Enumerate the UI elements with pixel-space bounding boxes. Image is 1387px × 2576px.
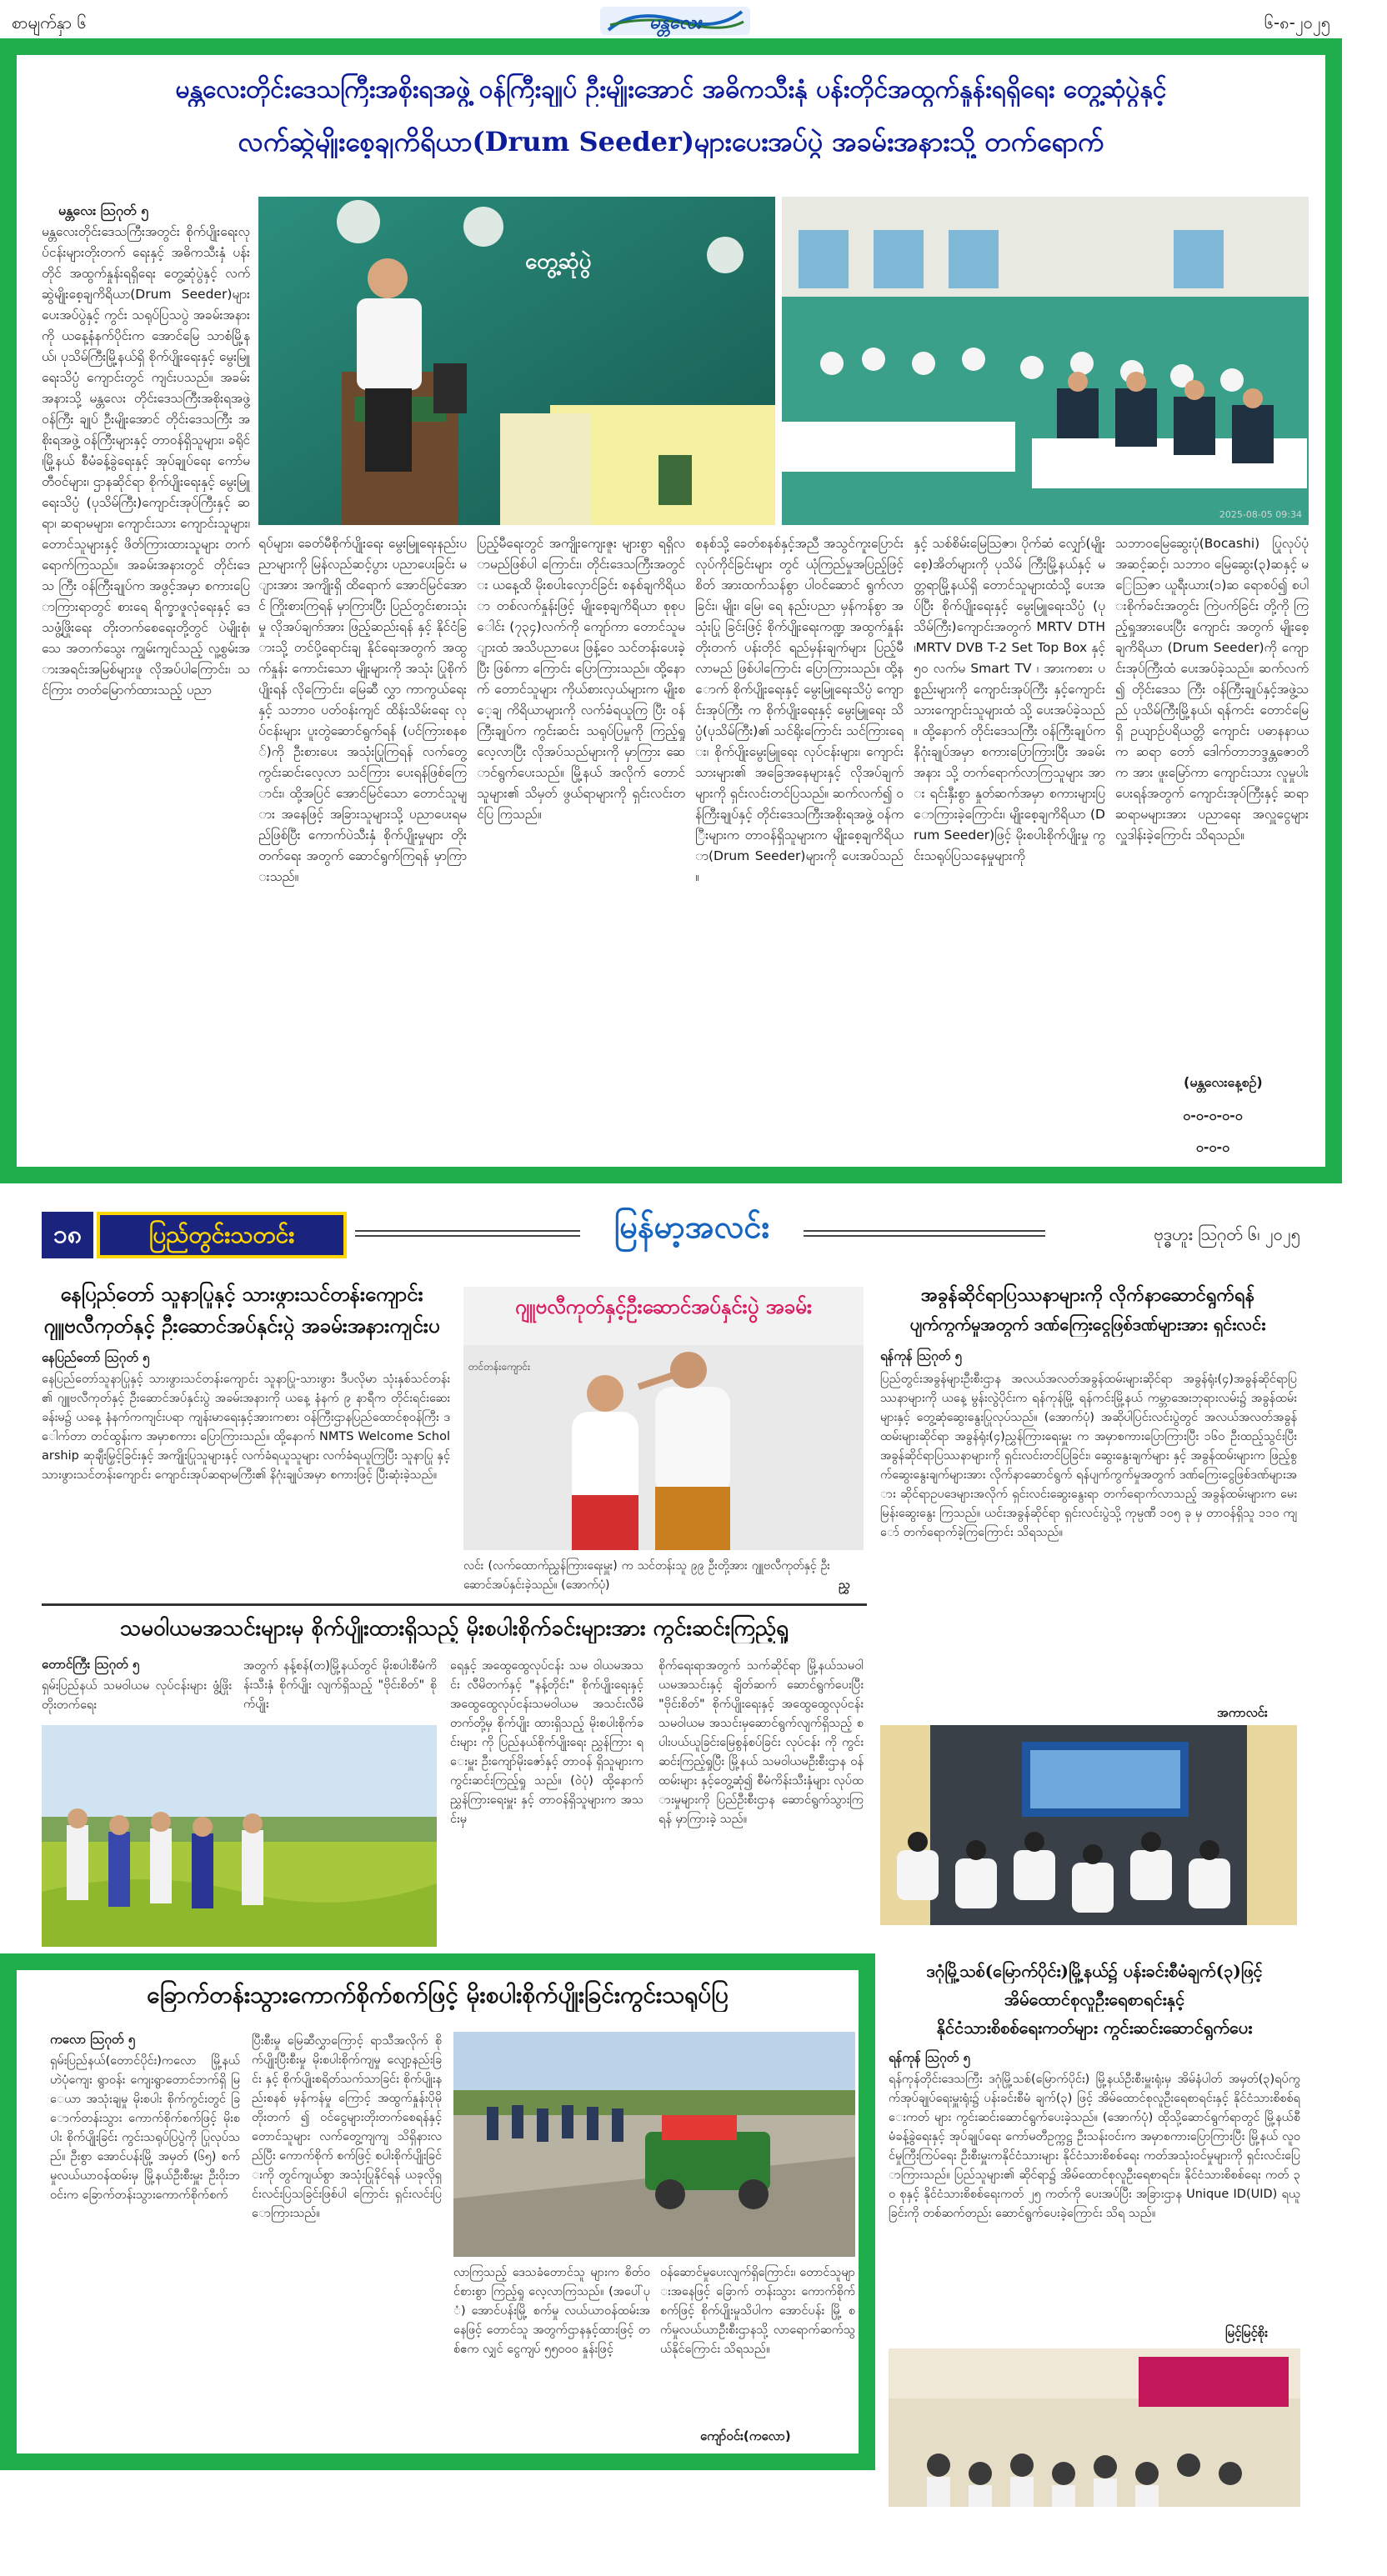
page1-column-6: သဘာဝမြေဆွေးပုံ(Bocashi) ပြုလုပ်ပုံအဆင့်ဆင့်၊ သဘာဝ မြေဆွေး(၃)ဆနှင့် မြေသြဇာ ယူရီးယား(၁)ဆ ရောစပ်၍ စပါးစိုက်ခင်းအတွင်း ကြဲပက်ခြင်း တို့ကို ကြည့်ရှုအားပေးပြီး ကျောင်း အတွက် မျိုးစေ့ချကိရိယာ (Drum Seeder)ကို ကျောင်းအုပ်ကြီးထံ ပေးအပ်ခဲ့သည်။ ဆက်လက်၍ တိုင်းဒေသ ကြီး ဝန်ကြီးချုပ်နှင့်အဖွဲ့သည် ပုသိမ်ကြီးမြို့နယ်၊ ရန်ကင်း တောင်မြေရှိ ဥယျာဉ်ပရိယတ္တိ ကျောင်း ပဓာနနာယက ဆရာ တော် ဒေါက်တာဘဒ္ဒန္တဇောတိက အား ဖူးမြော်ကာ ကျောင်းသား လူမှုပါးပေးရန်အတွက် ကျောင်းအုပ်ကြီးနှင့် ဆရာဆရာမများအား ပညာရေး အလှူငွေများ လှူဒါန်းခဲ့ကြောင်း သိရသည်။	[1115, 536, 1309, 843]
page1-end-mark-2: ဝ-ဝ-ဝ	[1195, 1139, 1230, 1155]
story4-title: ခြောက်တန်းသွားကောက်စိုက်စက်ဖြင့် မိုးစပါးစိုက်ပျိုးခြင်းကွင်းသရုပ်ပြ	[147, 1981, 729, 2008]
photo-audience-hall	[782, 197, 1309, 525]
section-label-box	[97, 1212, 347, 1258]
page2-clipping	[0, 1200, 1342, 2576]
story4-col-4: ဝန်ဆောင်မှုပေးလျက်ရှိကြောင်း၊ တောင်သူများအနေဖြင့် ခြောက် တန်းသွား ကောက်စိုက်စက်ဖြင့် စိုက်ပျိုးမှုသိပါက အောင်ပန်း မြို့ စက်မှုလယ်ယာဦးစီးဌာနသို့ လာရောက်ဆက်သွယ်နိုင်ကြောင်း သိရသည်။	[660, 2266, 855, 2356]
headline-line2: လက်ဆွဲမျိုးစေ့ချကိရိယာ(Drum Seeder)များပေးအပ်ပွဲ အခမ်းအနားသို့ တက်ရောက်	[238, 126, 1104, 158]
page1-column-2: ရပ်များ၊ ခေတ်မီစိုက်ပျိုးရေး မွေးမြူရေးနည်းပညာများကို မြန်လည်ဆင့်ပွား ပညာပေးခြင်း များအား အကျိုးရှိ ထိရောက် အောင်မြင်အောင် ကြိုးစားကြရန် မှာကြားပြီး ပြည်တွင်းစားသုံးမှု လိုအပ်ချက်အား ဖြည့်ဆည်းရန် နှင့် နိုင်ငံခြားသို့ တင်ပို့ရောင်းချ နိုင်ရေးအတွက် အထွက်နှုန်း ကောင်းသော မျိုးများကို အသုံး ပြုစိုက်ပျိုးရန် လိုကြောင်း၊ မြေဆီ လွှာ ကာကွယ်ရေးနှင့် သဘာဝ ပတ်ဝန်းကျင် ထိန်းသိမ်းရေး လုပ်ငန်းများ ပူးတွဲဆောင်ရွက်ရန် (ပင်ကြားစနစ်)ကို ဦးစားပေး အသုံးပြုကြရန် လက်တွေ့ ကွင်းဆင်းလေ့လာ သင်ကြား ပေးရန်ဖြစ်ကြောင်း၊ ထို့အပြင် အောင်မြင်သော တောင်သူများ အနေဖြင့် အခြားသူများသို့ ပညာပေးရမည်ဖြစ်ပြီး ကောက်ပဲသီးနှံ စိုက်ပျိုးမှုများ တိုးတက်ရေး အတွက် ဆောင်ရွက်ကြရန် မှာကြားသည်။	[258, 536, 467, 884]
story2-credit: အကာလင်း	[1217, 1705, 1268, 1720]
story1-photo-sign: ဂျူဗလီကုတ်နှင့်ဦးဆောင်အပ်နှင်းပွဲ အခမ်း	[515, 1295, 812, 1318]
headline-line1: မန္တလေးတိုင်းဒေသကြီးအစိုးရအဖွဲ့ ဝန်ကြီးချုပ် ဦးမျိုးအောင် အဓိကသီးနှံ ပန်းတိုင်အထွက်နှုန်းရရှိရေး တွေ့ဆုံပွဲနှင့်	[175, 75, 1167, 104]
page1-end-mark: ဝ-ဝ-ဝ-ဝ-ဝ	[1183, 1108, 1243, 1123]
page-number: ၁၈	[53, 1220, 82, 1249]
story5-title-1: ဒဂုံမြို့သစ်(မြောက်ပိုင်း)မြို့နယ်၌ ပန်းခင်းစီမံချက်(၃)ဖြင့်	[926, 1961, 1263, 1981]
story3-title: သမဝါယမအသင်းများမှ စိုက်ပျိုးထားရှိသည့် မိုးစပါးစိုက်ခင်းများအား ကွင်းဆင်းကြည့်ရှု	[119, 1616, 789, 1641]
story4-frame	[0, 1953, 875, 2470]
story1-title-1: နေပြည်တော် သူနာပြုနှင့် သားဖွားသင်တန်းကျောင်း	[60, 1282, 423, 1306]
story2-title-2: ပျက်ကွက်မှုအတွက် ဒဏ်ကြေးငွေဖြစ်ဒဏ်များအား ရှင်းလင်း	[909, 1314, 1266, 1334]
story1-body: နေပြည်တော်သူနာပြုနှင့် သားဖွားသင်တန်းကျောင်း သူနာပြု-သားဖွား ဒီပလိုမာ သုံးနှစ်သင်တန်း၏ ဂျူဗလီကုတ်နှင့် ဦးဆောင်အပ်နှင်းပွဲ အခမ်းအနားကို ယနေ့ နံနက် ၉ နာရီက တိုင်းရင်းဆေး ခန်းမ၌ ယနေ့ နံနက်ကကျင်းပရာ ကျန်းမာရေးနှင့်အားကစား ဝန်ကြီးဌာနပြည်ထောင်စုဝန်ကြီး ဒေါက်တာ တင်ထွန်းက အမှာစကား ပြောကြားသည်။ ထို့နောက် NMTS Welcome Scholarship ဆုချီးမြှင့်ခြင်းနှင့် အကျိုးပြုသူများနှင့် လက်ခံရယူသူများ လက်ခံရယူကြပြီး သူနာပြု နှင့် သားဖွားသင်တန်းကျောင်း ကျောင်းအုပ်ဆရာမကြီး၏ နိဂုံးချုပ်အမှာ စကားဖြင့် ပြီးဆုံးခဲ့သည်။	[42, 1373, 450, 1482]
section-label: ပြည်တွင်းသတင်း	[148, 1221, 295, 1248]
story2-title-1: အခွန်ဆိုင်ရာပြဿနာများကို လိုက်နာဆောင်ရွက်ရန်	[920, 1284, 1255, 1306]
story5-photo-classroom	[889, 2348, 1300, 2507]
story1-title-2: ဂျူဗလီကုတ်နှင့် ဦးဆောင်အပ်နှင်းပွဲ အခမ်းအနားကျင်းပ	[43, 1313, 440, 1338]
byline: မန္တလေး ဩဂုတ် ၅	[58, 203, 149, 218]
page1-story-frame	[0, 38, 1342, 1183]
page-date: ၆-၈-၂၀၂၅	[1264, 13, 1330, 33]
story1-caption: လင်း (လက်ထောက်ညွှန်ကြားရေးမှူး) က သင်တန်းသူ ၉၉ ဦးတို့အား ဂျူဗလီကုတ်နှင့် ဦးဆောင်အပ်နှင်းခဲ့သည်။ (အောက်ပုံ)	[463, 1559, 830, 1592]
story3-byline: တောင်ကြီး ဩဂုတ် ၅	[42, 1657, 140, 1672]
story5-credit: မြင့်မြင့်စိုး	[1225, 2325, 1269, 2340]
story1-photo-nurses	[463, 1287, 864, 1550]
page1-column-5: နှင့် သစ်စိမ်းမြေသြဇာ၊ ပိုက်ဆံ လျှော်(မျိုးစေ့)အိတ်များကို ပုသိမ် ကြီးမြို့နယ်နှင့် မတ္တရာမြို့နယ်ရှိ တောင်သူများထံသို့ ပေးအပ်ပြီး စိုက်ပျိုးရေးနှင့် မွေးမြူရေးသိပ္ပံ (ပုသိမ်ကြီး)ကျောင်းအတွက် MRTV DTH ၊MRTV DVB T-2 Set Top Box နှင့် ၅၀ လက်မ Smart TV ၊ အားကစား ပစ္စည်းများကို ကျောင်းအုပ်ကြီး နှင့်ကျောင်းသားကျောင်းသူများထံ သို့ ပေးအပ်ခဲ့သည်။ ထို့နောက် တိုင်းဒေသကြီး ဝန်ကြီးချုပ်က နိဂုံးချုပ်အမှာ စကားပြောကြားပြီး အခမ်းအနား သို့ တက်ရောက်လာကြသူများ အား ရင်းနှီးစွာ နှုတ်ဆက်အမှာ စကားများပြောကြားခဲ့ကြောင်း၊ မျိုးစေ့ချကိရိယာ (Drum Seeder)ဖြင့် မိုးစပါးစိုက်ပျိုးမှု ကွင်းသရုပ်ပြသနေမှုများကို	[914, 536, 1105, 863]
page1-header	[0, 0, 1342, 42]
story3-col-2: အတွက် နန့်စန်(တ)မြို့နယ်တွင် မိုးစပါးစီမံကိန်းသီးနှံ စိုက်ပျိုး လျက်ရှိသည့် "ဗိုင်းစိတ်" စိုက်ပျိုး	[243, 1659, 437, 1711]
page-label: စာမျက်နှာ ၆	[12, 13, 87, 33]
story1-photo-small-sign: တင်တန်းကျောင်း	[468, 1361, 531, 1373]
photo-speaker-podium	[258, 197, 775, 525]
page1-column-3: ပြည့်မီရေးတွင် အကျိုးကျေးဇူး များစွာ ရရှိလာမည်ဖြစ်ပါ ကြောင်း၊ တိုင်းဒေသကြီးအတွင်း ယနေ့ထိ မိုးစပါးလှောင်ခြင်း စနစ်ချကိရိယာ တစ်လက်နှုန်းဖြင့် မျိုးစေ့ချကိရိယာ စုစုပေါင်း (၇၃၄)လက်ကို ကျော်ကာ တောင်သူများထံ အသိပညာပေး ဖြန့်ဝေ သင်တန်းပေးခဲ့ပြီး ဖြစ်ကာ ကြောင်း ပြောကြားသည်။ ထို့နောက် တောင်သူများ ကိုယ်စားလှယ်များက မျိုးစေ့ချ ကိရိယာများကို လက်ခံရယူကြ ပြီး ဝန်ကြီးချုပ်က ကွင်းဆင်း သရုပ်ပြမှုကို ကြည့်ရှုလေ့လာပြီး လိုအပ်သည်များကို မှာကြား ဆောင်ရွက်ပေးသည်။ မြို့နယ် အလိုက် တောင်သူများ၏ သိမှတ် ဖွယ်ရာများကို ရှင်းလင်းတင်ပြ ကြသည်။	[477, 536, 685, 822]
story4-col-1: ရှမ်းပြည်နယ်(တောင်ပိုင်း)ကလော မြို့နယ် ဟဲပုံကျေး ရွာဝန်း ကျေးရွာတောင်ဘက်ရှိ မြေယာ အသုံးချမှု မိုးစပါး စိုက်ကွင်းတွင် ခြောက်တန်းသွား ကောက်စိုက်စက်ဖြင့် မိုးစပါး စိုက်ပျိုးခြင်း ကွင်းသရုပ်ပြပွဲကို ပြုလုပ်သည်။ ဦးစွာ အောင်ပန်းမြို့ အမှတ် (၆၅) စက်မှုလယ်ယာဝန်ထမ်းမှ မြို့နယ်ဦးစီးမှူး ဦးဝိုးဘဝင်းက ခြောက်တန်းသွားကောက်စိုက်စက်	[50, 2054, 240, 2202]
story4-photo-transplanter	[453, 2032, 855, 2257]
story5-title-3: နိုင်ငံသားစိစစ်ရေးကတ်များ ကွင်းဆင်းဆောင်ရွက်ပေး	[936, 2018, 1253, 2038]
story2-byline: ရန်ကုန် ဩဂုတ် ၅	[880, 1348, 962, 1363]
photo-timestamp: 2025-08-05 09:34	[1219, 509, 1302, 520]
page1-credit: (မန္တလေးနေ့စဉ်)	[1184, 1074, 1263, 1090]
story3-photo-rice-field	[42, 1725, 437, 1947]
story3-col-4: စိုက်ရေးရာအတွက် သက်ဆိုင်ရာ မြို့နယ်သမဝါယမအသင်းနှင့် ချိတ်ဆက် ဆောင်ရွက်ပေးပြီး "ဗိုင်းစိတ်" စိုက်ပျိုးရေးနှင့် အထွေထွေလုပ်ငန်း သမဝါယမ အသင်းမှဆောင်ရွက်လျက်ရှိသည့် စပါးပယ်ယူခြင်းမြေစွန်စပ်ခြင်း လုပ်ငန်း ကို ကွင်းဆင်းကြည့်ရှုပြီး မြို့နယ် သမဝါယမဦးစီးဌာန ဝန်ထမ်းများ နှင့်တွေ့ဆုံ၍ စီမံကိန်းသီးနှံများ လုပ်ထားမှုများကို ပြည်ဦးစီးဌာန ဆောင်ရွက်သွားကြရန် မှာကြားခဲ့ သည်။	[658, 1659, 864, 1826]
story4-credit: ကျော်ဝင်း(ကလော)	[700, 2428, 791, 2443]
story3-col-3: ရေနှင့် အထွေထွေလုပ်ငန်း သမ ဝါယမအသင်း လီမိတက်နှင့် "နန့်တိုင်း" စိုက်ပျိုးရေးနှင့် အထွေထွေလုပ်ငန်းသမဝါယမ အသင်းလီမိတက်တို့မှ စိုက်ပျိုး ထားရှိသည့် မိုးစပါးစိုက်ခင်းများ ကို ပြည်နယ်စိုက်ပျိုးရေး ညွှန်ကြား ရေးမှူး ဦးကျော်မိုးဇော်နှင့် တာဝန် ရှိသူများက ကွင်းဆင်းကြည့်ရှု သည်။ (ဝဲပုံ) ထို့နောက် ညွှန်ကြားရေးမှူး နှင့် တာဝန်ရှိသူများက အသင်းမှ	[450, 1659, 643, 1826]
header-rule-left	[355, 1230, 580, 1237]
story4-byline: ကလော ဩဂုတ် ၅	[50, 2032, 136, 2047]
header-rule-right	[804, 1230, 1045, 1237]
masthead-text: မန္တလေး	[648, 13, 702, 33]
masthead-myanma-alinn: မြန်မာ့အလင်း	[613, 1208, 770, 1245]
story1-byline: နေပြည်တော် ဩဂုတ် ၅	[42, 1350, 150, 1365]
story5-title-2: အိမ်ထောင်စုလူဦးရေစာရင်းနှင့်	[1004, 1989, 1185, 2009]
story3-col-1: ရှမ်းပြည်နယ် သမဝါယမ လုပ်ငန်းများ ဖွံ့ဖြိုးတိုးတက်ရေး	[42, 1679, 232, 1712]
page2-header	[42, 1200, 1300, 1268]
story3-top-rule	[42, 1603, 867, 1606]
page1-column-4: စနစ်သို့ ခေတ်စနစ်နှင့်အညီ အသွင်ကူးပြောင်းလုပ်ကိုင်ခြင်းများ တွင် ယုံကြည်မှုအပြည့်ဖြင့် စိတ် အားထက်သန်စွာ ပါဝင်ဆောင် ရွက်လာခြင်း၊ မျိုး၊ မြေ၊ ရေ နည်းပညာ မှန်ကန်စွာ အသုံးပြု ခြင်းဖြင့် စိုက်ပျိုးရေးကဏ္ဍ အထွက်နှုန်းတိုးတက် ပန်းတိုင် ရည်မှန်းချက်များ ပြည့်မီလာမည် ဖြစ်ပါကြောင်း ပြောကြားသည်။ ထို့နောက် စိုက်ပျိုးရေးနှင့် မွေးမြူရေးသိပ္ပံ ကျောင်းအုပ်ကြီး က စိုက်ပျိုးရေးနှင့် မွေးမြူရေး သိပ္ပံ(ပုသိမ်ကြီး)၏ သင်ရိုးကြောင်း သင်ကြားရေး၊ စိုက်ပျိုးမွေးမြူရေး လုပ်ငန်းများ၊ ကျောင်းသားများ၏ အခြေအနေများနှင့် လိုအပ်ချက် များကို ရှင်းလင်းတင်ပြသည်။ ဆက်လက်၍ ဝန်ကြီးချုပ်နှင့် တိုင်းဒေသကြီးအစိုးရအဖွဲ့ ဝန်ကြီးများက တာဝန်ရှိသူများက မျိုးစေ့ချကိရိယာ(Drum Seeder)များကို ပေးအပ်သည်။	[695, 536, 904, 884]
page-number-box	[42, 1212, 93, 1258]
page2-date: ဗုဒ္ဓဟူး ဩဂုတ် ၆၊ ၂၀၂၅	[1154, 1224, 1300, 1244]
page1-column-1: မန္တလေးတိုင်းဒေသကြီးအတွင်း စိုက်ပျိုးရေးလုပ်ငန်းများတိုးတက် ရေးနှင့် အဓိကသီးနှံ ပန်းတိုင် အထွက်နှုန်းရရှိရေး တွေ့ဆုံပွဲနှင့် လက်ဆွဲမျိုးစေ့ချကိရိယာ(Drum Seeder)များပေးအပ်ပွဲနှင့် ကွင်း သရုပ်ပြသပွဲ အခမ်းအနားကို ယနေ့နံနက်ပိုင်းက အောင်မြေ သာစံမြို့နယ်၊ ပုသိမ်ကြီးမြို့နယ်ရှိ စိုက်ပျိုးရေးနှင့် မွေးမြူရေးသိပ္ပံ ကျောင်းတွင် ကျင်းပသည်။ အခမ်းအနားသို့ မန္တလေး တိုင်းဒေသကြီးအစိုးရအဖွဲ့ ဝန်ကြီး ချုပ် ဦးမျိုးအောင် တိုင်းဒေသကြီး အစိုးရအဖွဲ့ ဝန်ကြီးများနှင့် တာဝန်ရှိသူများ၊ ခရိုင်၊မြို့နယ် စီမံခန့်ခွဲရေးနှင့် အုပ်ချုပ်ရေး ကော်မတီဝင်များ၊ ဌာနဆိုင်ရာ စိုက်ပျိုးရေးနှင့် မွေးမြူရေးသိပ္ပံ (ပုသိမ်ကြီး)ကျောင်းအုပ်ကြီးနှင့် ဆရာ၊ ဆရာမများ၊ ကျောင်းသား ကျောင်းသူများ၊ တောင်သူများနှင့် ဖိတ်ကြားထားသူများ တက် ရောက်ကြသည်။ အခမ်းအနားတွင် တိုင်းဒေသ ကြီး ဝန်ကြီးချုပ်က အဖွင့်အမှာ စကားပြောကြားရာတွင် စားရေ ရိက္ခာဖူလုံရေးနှင့် ဒေသဖွံ့ဖြိုးရေး တိုးတက်စေရေးတို့တွင် ပဲမျိုးစုံ၊ သေ အတက်သွေး ကျွမ်းကျင်သည့် လူ့စွမ်းအားအရင်းအမြစ်များဖူ လိုအပ်ပါကြောင်း၊ သင်ကြား တတ်မြောက်ထားသည့် ပညာ	[42, 224, 250, 698]
story5-byline: ရန်ကုန် ဩဂုတ် ၅	[889, 2050, 970, 2065]
story4-col-2: ပြီးစီးမှု မြေဆီလွှာကြောင့် ရာသီအလိုက် စိုက်ပျိုးပြီးစီးမှု မိုးစပါးစိုက်ကျမှု လျော့နည်းခြင်း နှင့် စိုက်ပျိုးစရိတ်သက်သာခြင်း စိုက်ပျိုးနည်းစနစ် မှန်ကန်မှု ကြောင့် အထွက်နှုန်းပိုမိုတိုးတက် ၍ ဝင်ငွေများတိုးတက်စေရန်နှင့် တောင်သူများ လက်တွေ့ကျကျ သိရှိနားလည်ပြီး ကောက်စိုက် စက်ဖြင့် စပါးစိုက်ပျိုးခြင်းကို တွင်ကျယ်စွာ အသုံးပြုနိုင်ရန် ယခုလိုရှင်းလင်းပြသခြင်းဖြစ်ပါ ကြောင်း ရှင်းလင်းပြောကြားသည်။	[252, 2034, 442, 2220]
page1-clipping	[0, 0, 1342, 1183]
story4-col-3: လာကြသည့် ဒေသခံတောင်သူ များက စိတ်ဝင်စားစွာ ကြည့်ရှု လေ့လာကြသည်။ (အပေါ်ပုံ) အောင်ပန်းမြို့ စက်မှု လယ်ယာဝန်ထမ်းအနေဖြင့် တောင်သူ အတွက်ဌာနနှင့်ထားဖြင့် တစ်ဧက လျှင် ငွေကျပ် ၅၅၀၀၀ နှုန်းဖြင့်	[453, 2266, 650, 2356]
story5-body: ရန်ကုန်တိုင်းဒေသကြီး ဒဂုံမြို့သစ်(မြောက်ပိုင်း) မြို့နယ်ဦးစီးမှူးရုံးမှ အိမ်နံပါတ် အမှတ်(၃)ရပ်ကွက်အုပ်ချုပ်ရေးမှူးရုံး၌ ပန်းခင်းစီမံ ချက်(၃) ဖြင့် အိမ်ထောင်စုလူဦးရေစာရင်းနှင့် နိုင်ငံသားစိစစ်ရေးကတ် များ ကွင်းဆင်းဆောင်ရွက်ပေးခဲ့သည်။ (အောက်ပုံ) ထိုသို့ဆောင်ရွက်ရာတွင် မြို့နယ်စီမံခန့်ခွဲရေးနှင့် အုပ်ချုပ်ရေး ကော်မတီဥက္ကဋ္ဌ ဦးသန်းဝင်းက အမှာစကားပြောကြားပြီး မြို့နယ် လူဝင်မှုကြီးကြပ်ရေး ဦးစီးမှူးကနိုင်ငံသားများ နိုင်ငံသားစိစစ်ရေး ကတ်အသုံးဝင်မှုများကို ရှင်းလင်းပြောကြားသည်။ ပြည်သူများ၏ ဆိုင်ရာ၌ အိမ်ထောင်စုလူဦးရေစာရင်း၊ နိုင်ငံသားစိစစ်ရေး ကတ် ၃၀ စုနှင့် နိုင်ငံသားစိစစ်ရေးကတ် ၂၅ ကတ်ကို ပေးအပ်ပြီး အခြားဌာန Unique ID(UID) ရယူခြင်းကို တစ်ဆက်တည်း ဆောင်ရွက်ပေးခဲ့ကြောင်း သိရ သည်။	[889, 2073, 1300, 2220]
story2-photo-tax-meeting	[880, 1725, 1297, 1925]
masthead-logo	[600, 5, 750, 37]
story2-body: ပြည်တွင်းအခွန်များဦးစီးဌာန အလယ်အလတ်အခွန်ထမ်းများဆိုင်ရာ အခွန်ရုံး(၄)အခွန်ဆိုင်ရာပြဿနာများကို ယနေ့ မွန်းလွဲပိုင်းက ရန်ကုန်မြို့ ရန်ကင်းမြို့နယ် ကမ္ဘာအေးဘုရားလမ်း၌ အခွန်ထမ်းများနှင့် တွေ့ဆုံဆွေးနွေးပြုလုပ်သည်။ (အောက်ပုံ) အဆိုပါပြင်းလင်းပွဲတွင် အလယ်အလတ်အခွန်ထမ်းများဆိုင်ရာ အခွန်ရုံး(၄)ညွှန်ကြားရေးမှူး က အမှာစကားပြောကြားပြီး ၁၆ဝ ဦးထည့်သွင်းပြီး အခွန်ဆိုင်ရာပြဿနာများကို ရှင်းလင်းတင်ပြခြင်း၊ ဆွေးနွေးချက်များ နှင့် အခွန်ထမ်းများက ဖြည့်စွက်ဆွေးနွေးချက်များအား လိုက်နာဆောင်ရွက် ရန်ပျက်ကွက်မှုအတွက် ဒဏ်ကြေးငွေဖြစ်ဒဏ်များအား ဆိုင်ရာဥပဒေများအလိုက် ရှင်းလင်းဆွေးနွေးရာ တက်ရောက်လာသည့် အခွန်ထမ်းများက မေးမြန်းဆွေးနွေး ကြသည်။ ယင်းအခွန်ဆိုင်ရာ ရှင်းလင်းပွဲသို့ ကုမ္ပဏီ ၁၀၅ ခု မှ တာဝန်ရှိသူ ၁၁၀ ကျော် တက်ရောက်ခဲ့ကြကြောင်း သိရသည်။	[880, 1373, 1297, 1539]
story1-caption-credit: ညွှ	[839, 1578, 850, 1592]
photo-banner-text: တွေ့ဆုံပွဲ	[525, 249, 592, 274]
